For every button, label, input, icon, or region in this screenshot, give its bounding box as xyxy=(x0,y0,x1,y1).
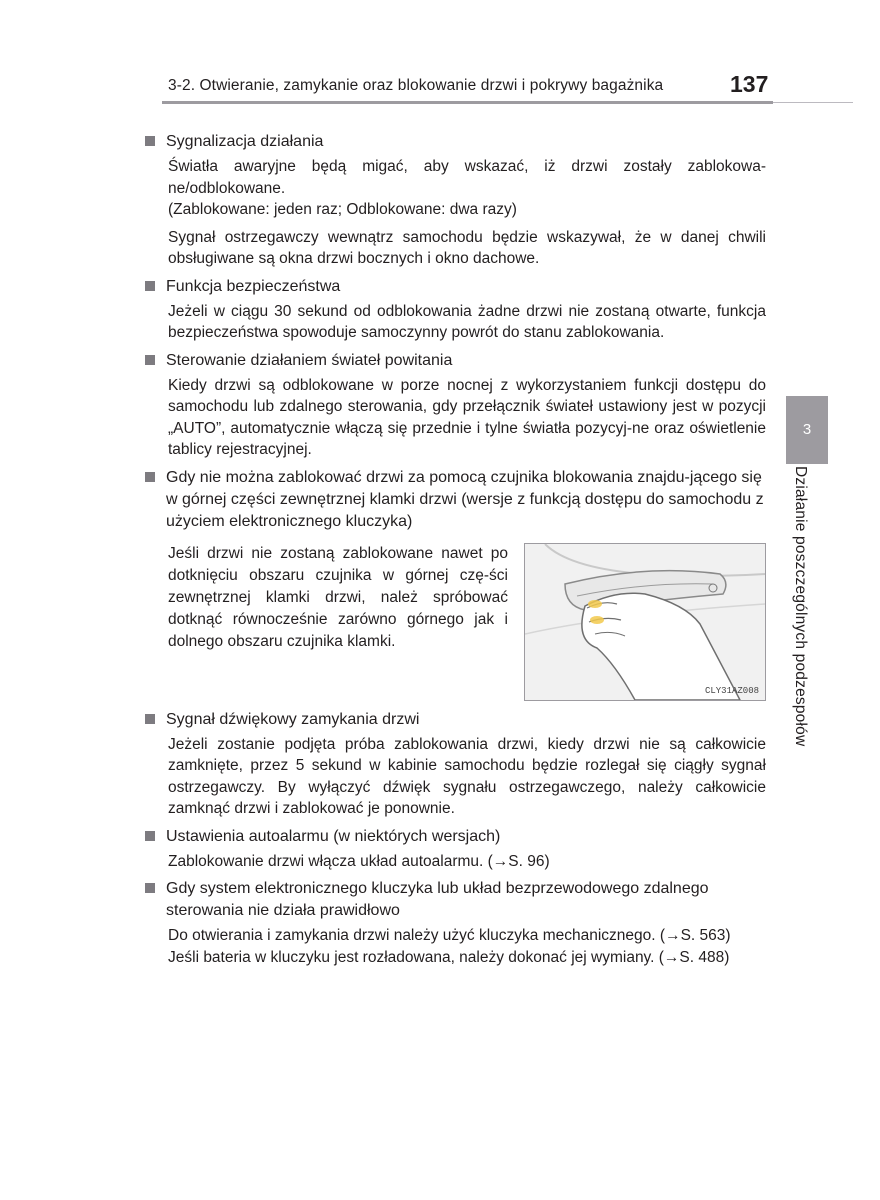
page-content xyxy=(144,131,766,974)
section-lock-beep xyxy=(144,709,766,820)
paragraph: Jeśli drzwi nie zostaną zablokowane nawet po dotknięciu obszaru czujnika w górnej czę-ści zewnętrznej klamki drzwi, należ spróbować dotknąć równocześnie zarówno górnego jak i dolnego obszaru czujnika klamki. xyxy=(168,544,508,650)
paragraph: Do otwierania i zamykania drzwi należy użyć kluczyka mechanicznego. (→S. 563) xyxy=(168,927,731,944)
door-handle-image xyxy=(525,544,765,700)
paragraph: Jeżeli zostanie podjęta próba zablokowania drzwi, kiedy drzwi nie są całkowicie zamknięte, przez 5 sekund w kabinie samochodu będzie rozlegał się ciągły sygnał ostrzegawczy. By wyłączyć dźwięk sygnału ostrzegawczego, należy całkowicie zamknąć drzwi i zablokować je ponownie. xyxy=(168,735,766,817)
heading-text: Ustawienia autoalarmu (w niektórych wersjach) xyxy=(166,827,501,845)
heading-text: Sterowanie działaniem świateł powitania xyxy=(166,351,453,369)
paragraph: Zablokowanie drzwi włącza układ autoalarmu. (→S. 96) xyxy=(168,852,550,870)
section-heading xyxy=(144,276,766,298)
square-bullet-icon xyxy=(145,136,155,146)
paragraph: Sygnał ostrzegawczy wewnątrz samochodu będzie wskazywał, że w danej chwili obsługiwane są okna drzwi bocznych i okno dachowe. xyxy=(168,228,766,267)
paragraph: Światła awaryjne będą migać, aby wskazać, iż drzwi zostały zablokowa-ne/odblokowane. xyxy=(168,158,766,197)
page-number: 137 xyxy=(730,71,769,97)
header-divider-thin xyxy=(773,102,853,103)
section-heading xyxy=(144,878,766,922)
square-bullet-icon xyxy=(145,883,155,893)
chapter-side-label: Działanie poszczególnych podzespołów xyxy=(792,466,809,747)
chapter-tab[interactable]: 3 xyxy=(786,396,828,464)
paragraph: Jeśli bateria w kluczyku jest rozładowana, należy dokonać jej wymiany. (→S. 488) xyxy=(168,948,730,966)
figure-code: CLY31AZ008 xyxy=(704,685,759,696)
square-bullet-icon xyxy=(145,281,155,291)
section-heading xyxy=(144,467,766,533)
square-bullet-icon xyxy=(145,472,155,482)
square-bullet-icon xyxy=(145,831,155,841)
section-lock-sensor xyxy=(144,467,766,701)
section-alarm-settings xyxy=(144,826,766,873)
paragraph: Kiedy drzwi są odblokowane w porze nocnej z wykorzystaniem funkcji dostępu do samochodu lub zdalnego sterowania, gdy przełącznik świateł ustawiony jest w pozycji „AUTO”, automatycznie włączą się przednie i tylne światła pozycyj-ne oraz oświetlenie tablicy rejestracyjnej. xyxy=(168,376,766,458)
header-divider xyxy=(162,101,773,104)
section-signalization xyxy=(144,131,766,270)
section-welcome-lights xyxy=(144,350,766,461)
section-safety-function xyxy=(144,276,766,344)
heading-text: Sygnał dźwiękowy zamykania drzwi xyxy=(166,710,420,728)
section-heading xyxy=(144,709,766,731)
square-bullet-icon xyxy=(145,714,155,724)
square-bullet-icon xyxy=(145,355,155,365)
door-handle-illustration xyxy=(524,543,766,701)
heading-text: Sygnalizacja działania xyxy=(166,133,324,150)
paragraph: (Zablokowane: jeden raz; Odblokowane: dwa razy) xyxy=(168,201,517,218)
paragraph: Jeżeli w ciągu 30 sekund od odblokowania żadne drzwi nie zostaną otwarte, funkcja bezpieczeństwa spowoduje samoczynny powrót do stanu zablokowania. xyxy=(168,302,766,341)
header-title: 3-2. Otwieranie, zamykanie oraz blokowanie drzwi i pokrywy bagażnika xyxy=(168,77,664,94)
figure-row xyxy=(144,543,766,701)
heading-text: Funkcja bezpieczeństwa xyxy=(166,277,341,295)
section-heading xyxy=(144,826,766,848)
section-heading xyxy=(144,131,766,153)
heading-text: Gdy system elektronicznego kluczyka lub układ bezprzewodowego zdalnego sterowania nie działa prawidłowo xyxy=(166,880,709,919)
heading-text: Gdy nie można zablokować drzwi za pomocą czujnika blokowania znajdu-jącego się w górnej części zewnętrznej klamki drzwi (wersje z funkcją dostępu do samochodu z użyciem elektronicznego kluczyka) xyxy=(166,468,764,530)
section-key-malfunction xyxy=(144,878,766,968)
section-heading xyxy=(144,350,766,372)
